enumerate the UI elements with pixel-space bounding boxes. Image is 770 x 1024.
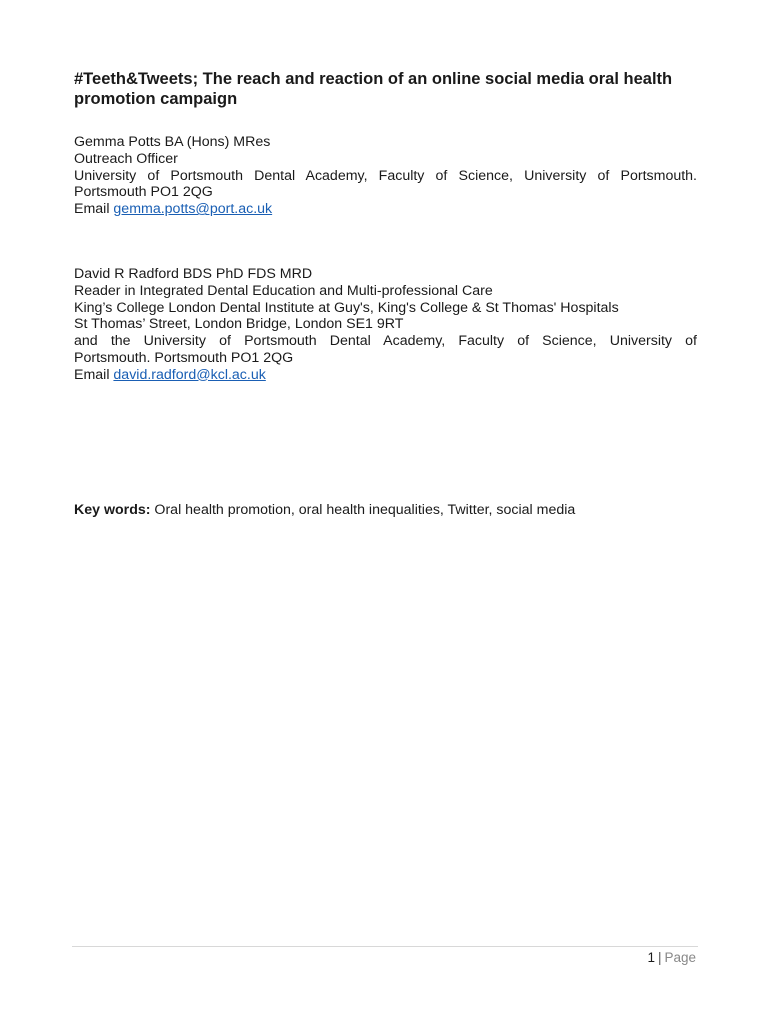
keywords bbox=[74, 502, 697, 519]
author-affiliation: King’s College London Dental Institute at Guy's, King's College & St Thomas' Hospitals bbox=[74, 299, 619, 316]
author-role: Reader in Integrated Dental Education and Multi-professional Care bbox=[74, 282, 493, 299]
author-block-1 bbox=[74, 134, 697, 218]
keywords-label: Key words: bbox=[74, 501, 151, 518]
author-name: Gemma Potts BA (Hons) MRes bbox=[74, 134, 271, 150]
keywords-text: Oral health promotion, oral health inequalities, Twitter, social media bbox=[150, 501, 576, 518]
page-content bbox=[74, 69, 697, 519]
author-name: David R Radford BDS PhD FDS MRD bbox=[74, 265, 313, 282]
author-role: Outreach Officer bbox=[74, 150, 178, 167]
author-affiliation: and the University of Portsmouth Dental Academy, Faculty of Science, University of bbox=[74, 333, 697, 350]
author-email-line bbox=[74, 201, 697, 218]
page-label: Page bbox=[664, 950, 696, 965]
footer-divider bbox=[72, 946, 698, 947]
email-link[interactable]: david.radford@kcl.ac.uk bbox=[113, 366, 266, 383]
email-label: Email bbox=[74, 201, 114, 218]
footer-separator: | bbox=[657, 950, 662, 965]
author-affiliation: Portsmouth. Portsmouth PO1 2QG bbox=[74, 349, 294, 366]
page-footer bbox=[647, 950, 696, 965]
email-label: Email bbox=[74, 366, 114, 383]
author-email-line bbox=[74, 367, 697, 384]
email-link[interactable]: gemma.potts@port.ac.uk bbox=[113, 201, 273, 218]
author-affiliation: St Thomas’ Street, London Bridge, London SE1 9RT bbox=[74, 316, 404, 333]
author-block-2 bbox=[74, 266, 697, 384]
page-number: 1 bbox=[647, 950, 655, 965]
paper-title: #Teeth&Tweets; The reach and reaction of an online social media oral health promotion campaign bbox=[74, 70, 673, 108]
author-affiliation: Portsmouth PO1 2QG bbox=[74, 184, 213, 201]
author-affiliation: University of Portsmouth Dental Academy, Faculty of Science, University of Portsmouth. bbox=[74, 167, 697, 184]
